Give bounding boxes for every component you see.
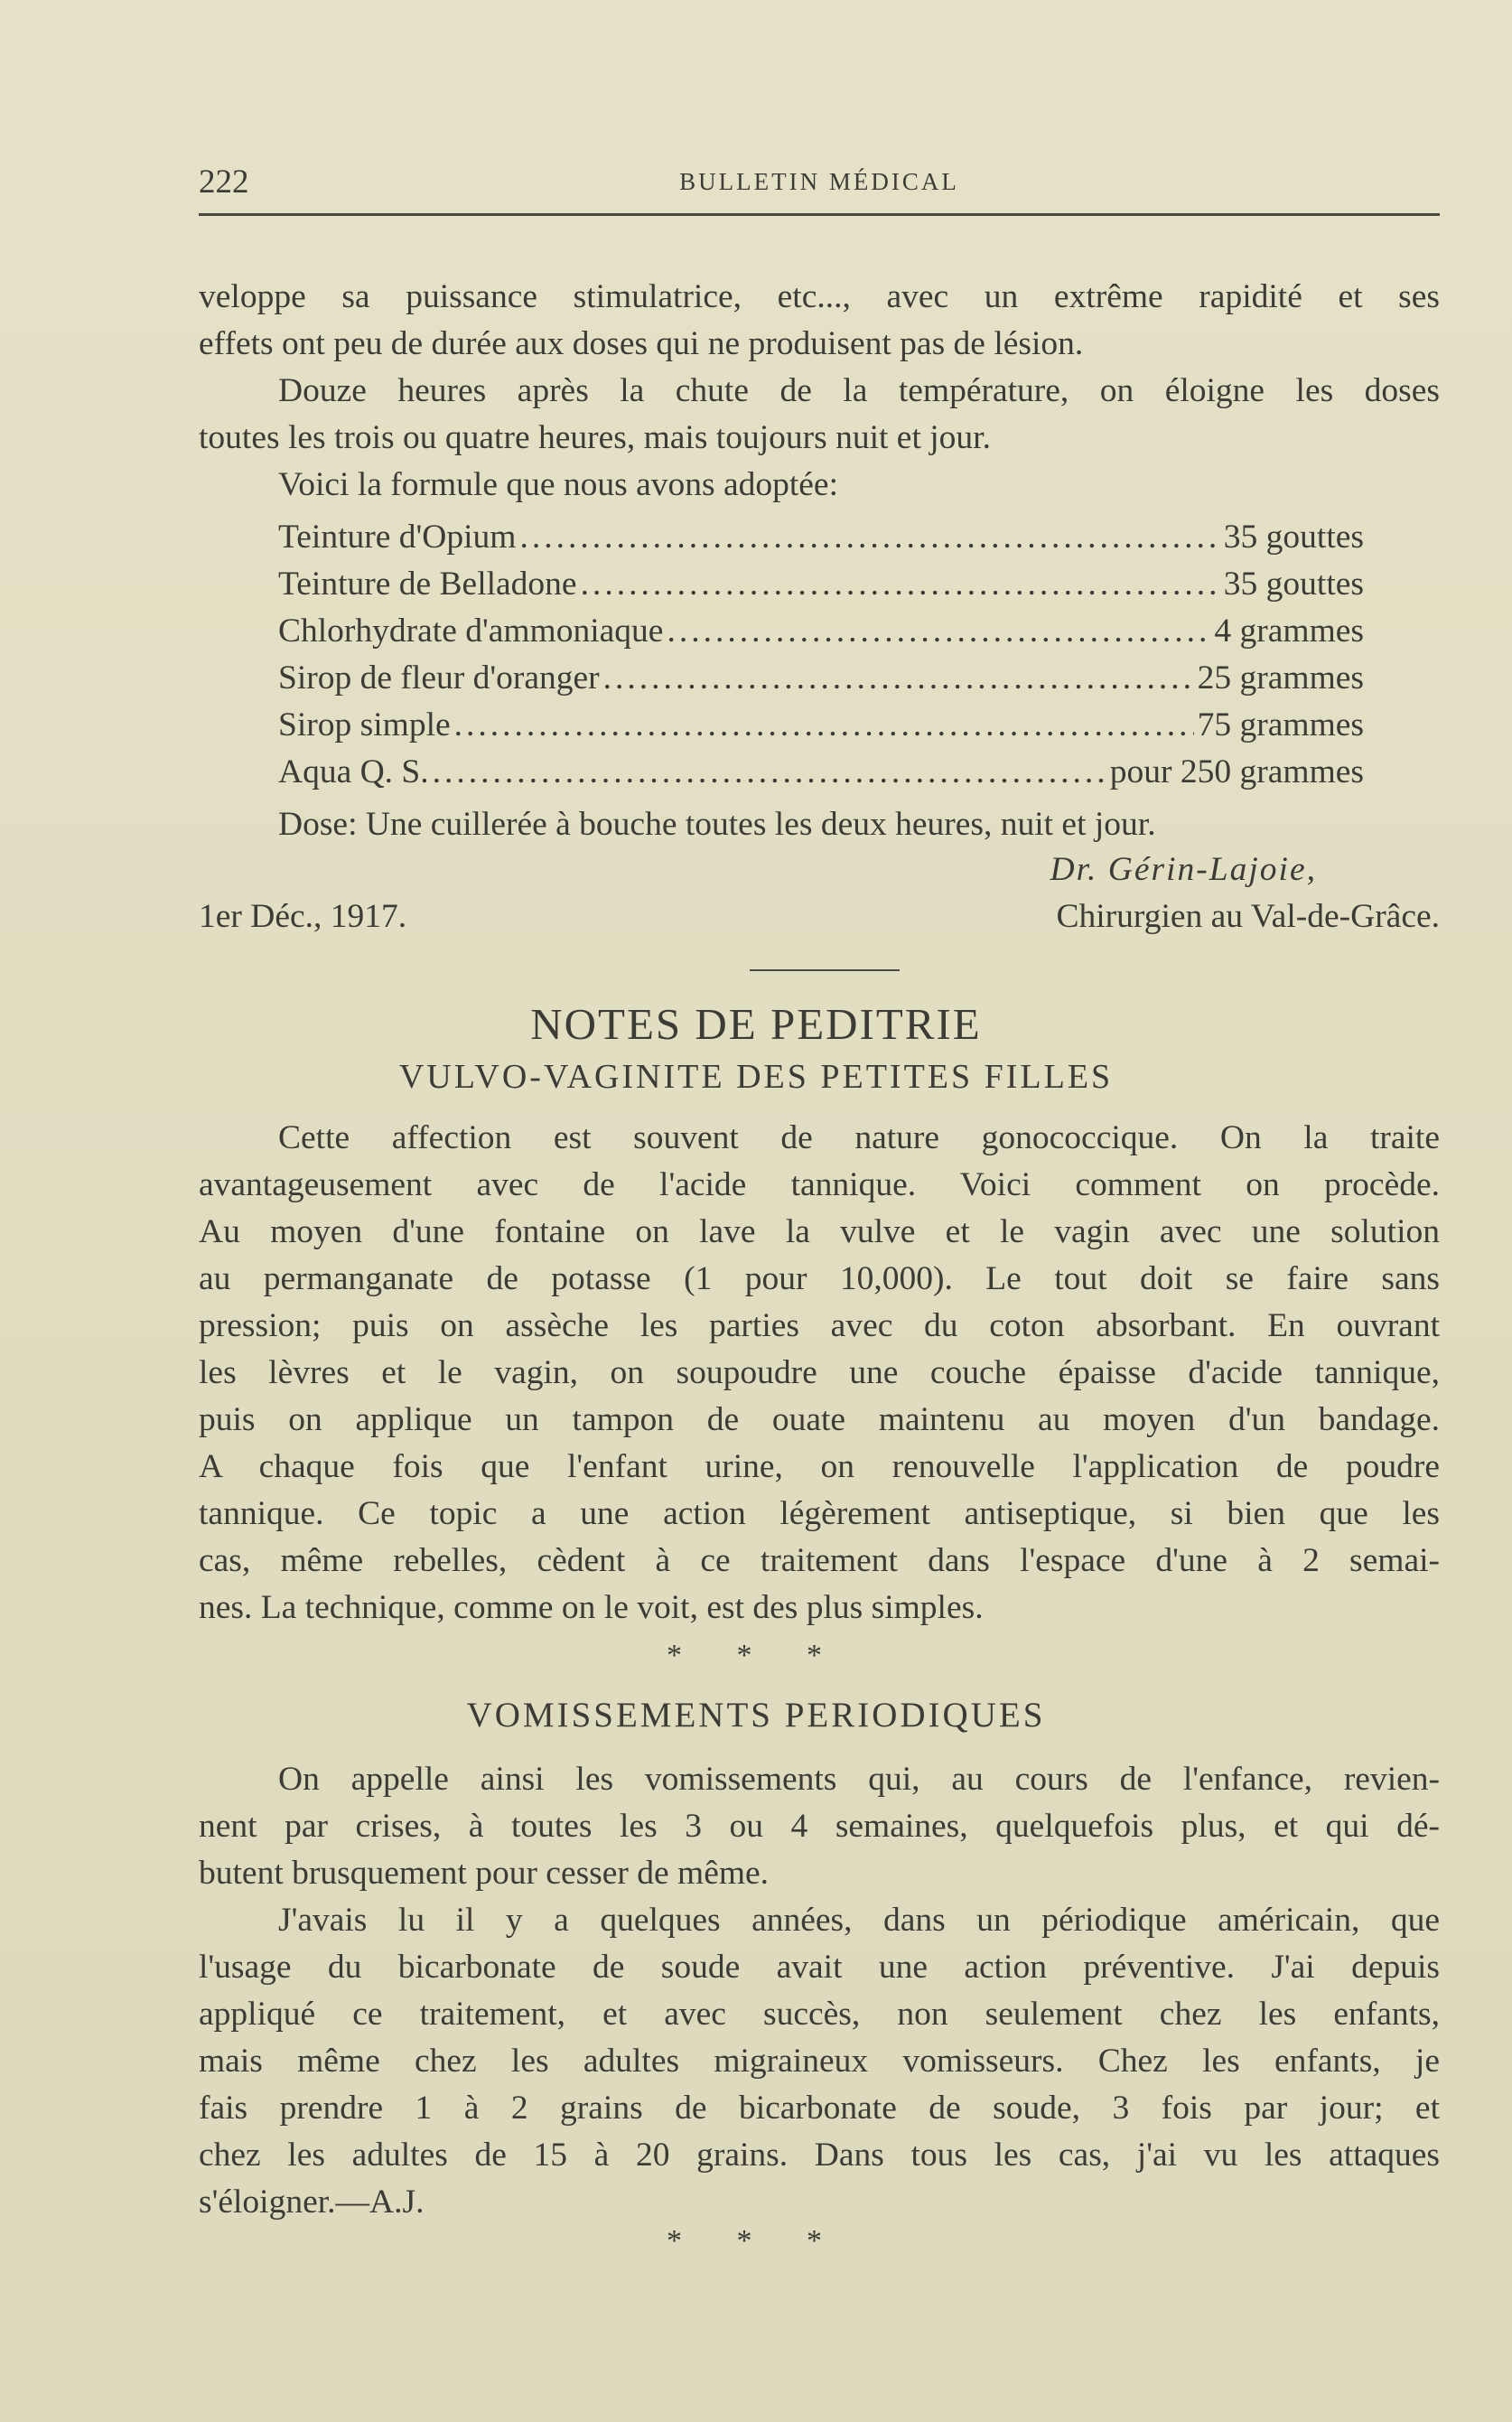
leader-dots (433, 753, 1106, 791)
header-rule (199, 213, 1440, 216)
paragraph-line: On appelle ainsi les vomissements qui, au cours de l'enfance, revien- (278, 1761, 1440, 1798)
paragraph-line: cas, même rebelles, cèdent à ce traitement dans l'espace d'une à 2 semai- (199, 1542, 1440, 1579)
paragraph-line: butent brusquement pour cesser de même. (199, 1855, 770, 1892)
asterism: * * * (667, 2224, 845, 2258)
paragraph-line: Voici la formule que nous avons adoptée: (278, 466, 838, 503)
ingredient-name: Chlorhydrate d'ammoniaque (278, 613, 664, 650)
leader-dots (603, 659, 1194, 697)
formula-row (278, 753, 1364, 800)
paragraph-line: l'usage du bicarbonate de soude avait une action préventive. J'ai depuis (199, 1949, 1440, 1986)
author-signature: Dr. Gérin-Lajoie, (1050, 851, 1317, 888)
leader-dots (581, 565, 1220, 603)
ingredient-quantity: 25 grammes (1197, 659, 1364, 697)
formula-row (278, 565, 1364, 612)
paragraph-line: pression; puis on assèche les parties avec du coton absorbant. En ouvrant (199, 1307, 1440, 1344)
section-title: NOTES DE PEDITRIE (530, 999, 982, 1049)
leader-dots (519, 518, 1219, 556)
leader-dots (667, 612, 1210, 650)
paragraph-line: nent par crises, à toutes les 3 ou 4 semaines, quelquefois plus, et qui dé- (199, 1808, 1440, 1845)
ingredient-name: Sirop de fleur d'oranger (278, 659, 600, 697)
ingredient-name: Aqua Q. S. (278, 753, 429, 790)
leader-dots (454, 706, 1194, 744)
page-number: 222 (199, 164, 249, 201)
ingredient-quantity: 4 grammes (1214, 613, 1364, 650)
paragraph-line: s'éloigner.—A.J. (199, 2184, 425, 2221)
asterism: * * * (667, 1639, 845, 1672)
author-role: Chirurgien au Val-de-Grâce. (1056, 898, 1440, 935)
ingredient-quantity: 35 gouttes (1223, 566, 1364, 603)
formula-row (278, 706, 1364, 753)
formula-row (278, 518, 1364, 565)
paragraph-line: les lèvres et le vagin, on soupoudre une couche épaisse d'acide tannique, (199, 1354, 1440, 1391)
paragraph-line: J'avais lu il y a quelques années, dans un périodique américain, que (278, 1902, 1440, 1939)
ingredient-name: Teinture de Belladone (278, 566, 577, 603)
formula-row (278, 659, 1364, 706)
ingredient-quantity: pour 250 grammes (1109, 753, 1364, 790)
paragraph-line: Douze heures après la chute de la température, on éloigne les doses (278, 372, 1440, 409)
paragraph-line: mais même chez les adultes migraineux vomisseurs. Chez les enfants, je (199, 2043, 1440, 2080)
paragraph-line: chez les adultes de 15 à 20 grains. Dans tous les cas, j'ai vu les attaques (199, 2137, 1440, 2174)
paragraph-line: effets ont peu de durée aux doses qui ne produisent pas de lésion. (199, 325, 1084, 362)
paragraph-line: appliqué ce traitement, et avec succès, non seulement chez les enfants, (199, 1996, 1440, 2033)
section-subtitle: VULVO-VAGINITE DES PETITES FILLES (398, 1058, 1114, 1096)
paragraph-line: au permanganate de potasse (1 pour 10,000). Le tout doit se faire sans (199, 1260, 1440, 1297)
ingredient-name: Teinture d'Opium (278, 519, 517, 556)
running-title: BULLETIN MÉDICAL (679, 168, 959, 195)
paragraph-line: Cette affection est souvent de nature gonococcique. On la traite (278, 1119, 1440, 1156)
paragraph-line: A chaque fois que l'enfant urine, on renouvelle l'application de poudre (199, 1448, 1440, 1485)
paragraph-line: fais prendre 1 à 2 grains de bicarbonate de soude, 3 fois par jour; et (199, 2090, 1440, 2127)
page-header (199, 155, 1440, 210)
ingredient-name: Sirop simple (278, 706, 451, 743)
dose-line: Dose: Une cuillerée à bouche toutes les deux heures, nuit et jour. (278, 806, 1156, 843)
section-title: VOMISSEMENTS PERIODIQUES (466, 1696, 1046, 1735)
paragraph-line: toutes les trois ou quatre heures, mais toujours nuit et jour. (199, 419, 991, 456)
paragraph-line: veloppe sa puissance stimulatrice, etc..., avec un extrême rapidité et ses (199, 278, 1440, 315)
paragraph-line: Au moyen d'une fontaine on lave la vulve et le vagin avec une solution (199, 1213, 1440, 1250)
ingredient-quantity: 75 grammes (1197, 706, 1364, 743)
paragraph-line: tannique. Ce topic a une action légèrement antiseptique, si bien que les (199, 1495, 1440, 1532)
section-divider (750, 969, 900, 971)
paragraph-line: avantageusement avec de l'acide tannique. Voici comment on procède. (199, 1166, 1440, 1203)
article-date: 1er Déc., 1917. (199, 898, 407, 935)
paragraph-line: nes. La technique, comme on le voit, est des plus simples. (199, 1589, 984, 1626)
ingredient-quantity: 35 gouttes (1223, 519, 1364, 556)
paragraph-line: puis on applique un tampon de ouate maintenu au moyen d'un bandage. (199, 1401, 1440, 1438)
formula-row (278, 612, 1364, 659)
